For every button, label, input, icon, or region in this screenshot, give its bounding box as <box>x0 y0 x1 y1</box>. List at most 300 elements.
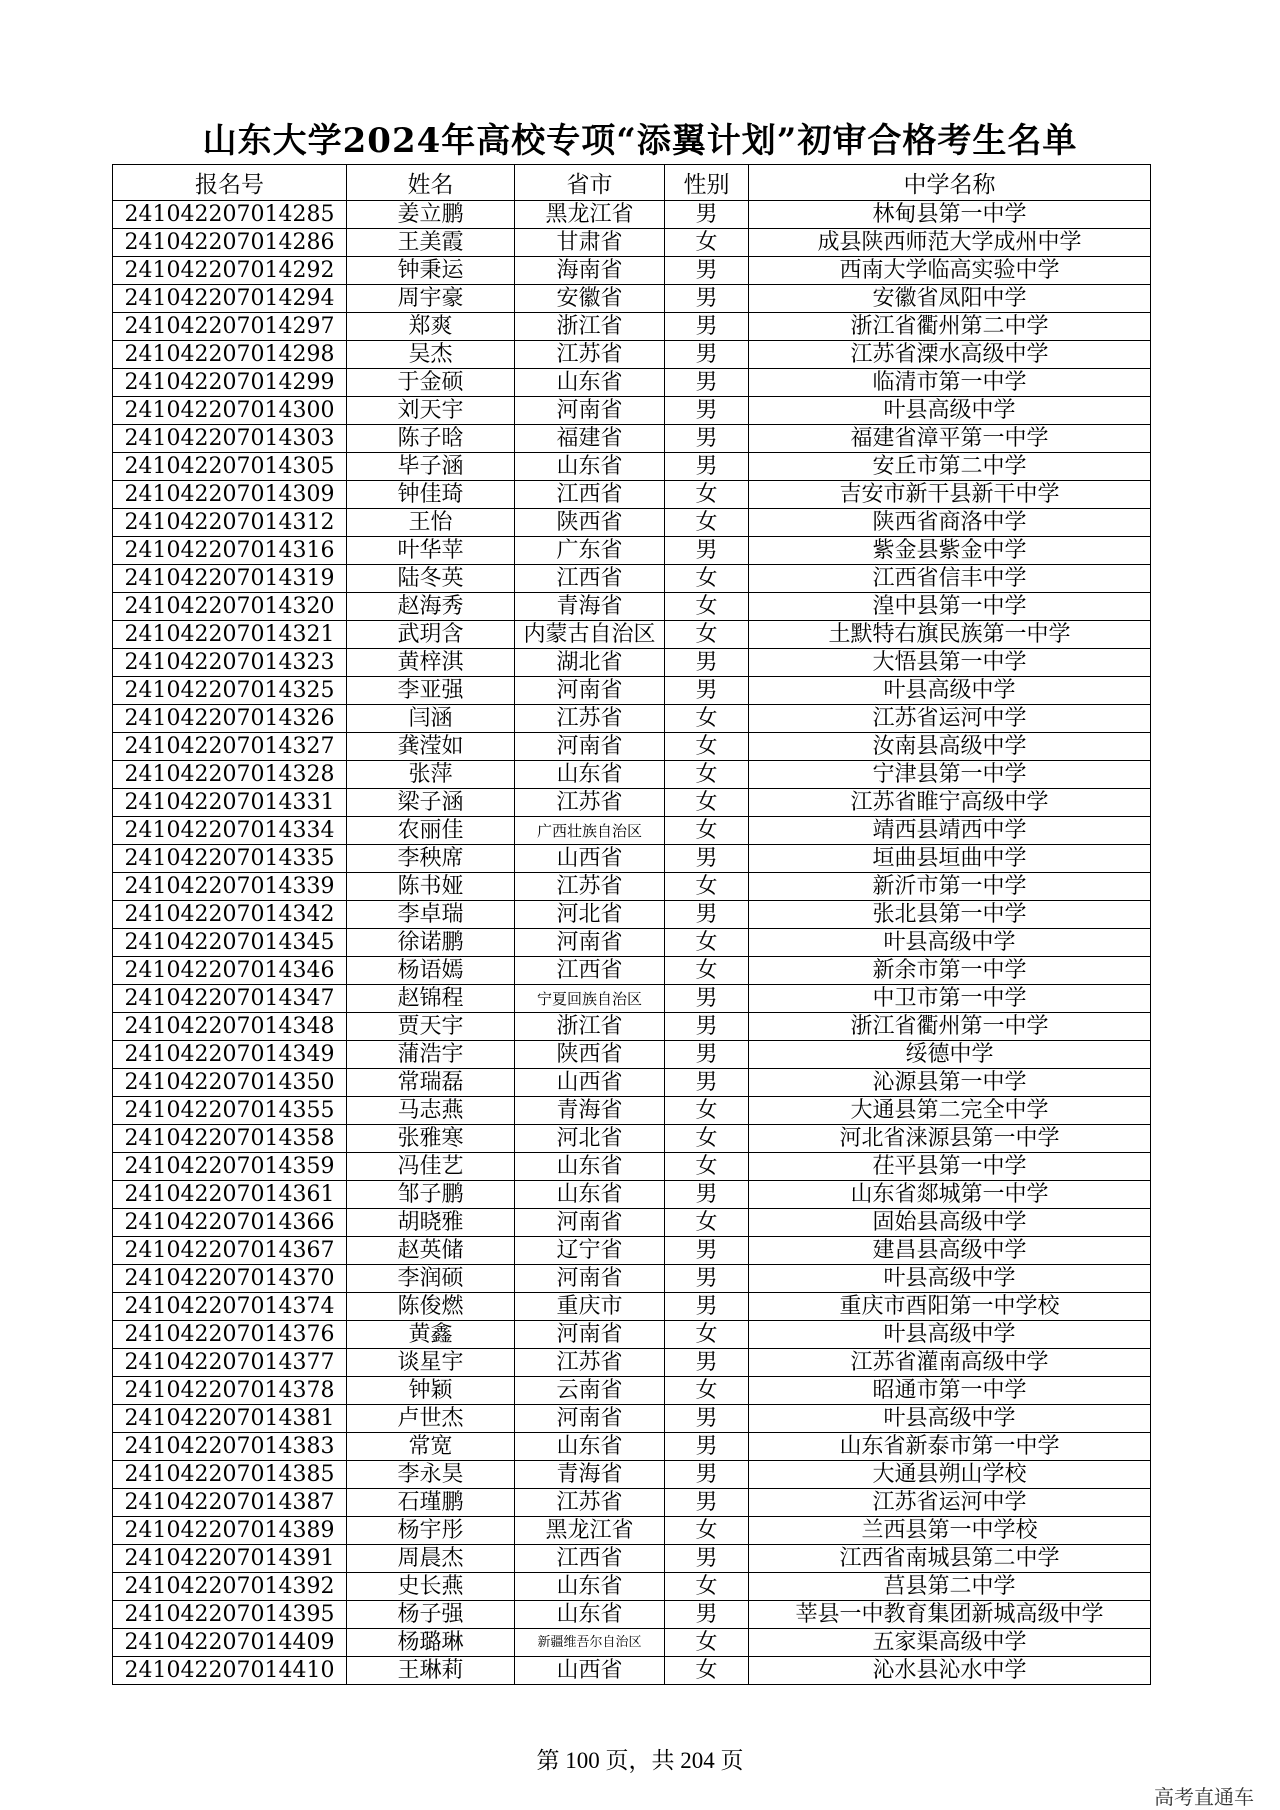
cell-registration-number: 241042207014376 <box>113 1321 347 1349</box>
cell-name: 李润硕 <box>347 1265 515 1293</box>
cell-province: 河南省 <box>515 1265 665 1293</box>
cell-name: 赵锦程 <box>347 985 515 1013</box>
table-row <box>113 313 1151 341</box>
cell-province: 江苏省 <box>515 1489 665 1517</box>
cell-province: 河北省 <box>515 901 665 929</box>
table-row <box>113 733 1151 761</box>
cell-registration-number: 241042207014305 <box>113 453 347 481</box>
cell-name: 杨子强 <box>347 1601 515 1629</box>
cell-school: 叶县高级中学 <box>749 1405 1151 1433</box>
cell-gender: 男 <box>665 313 749 341</box>
table-row <box>113 789 1151 817</box>
cell-registration-number: 241042207014389 <box>113 1517 347 1545</box>
cell-province: 江苏省 <box>515 341 665 369</box>
cell-gender: 女 <box>665 1097 749 1125</box>
cell-name: 黄鑫 <box>347 1321 515 1349</box>
table-row <box>113 1377 1151 1405</box>
table-row <box>113 1209 1151 1237</box>
cell-gender: 男 <box>665 1461 749 1489</box>
cell-gender: 男 <box>665 1489 749 1517</box>
cell-gender: 女 <box>665 705 749 733</box>
cell-name: 周宇豪 <box>347 285 515 313</box>
cell-school: 大通县朔山学校 <box>749 1461 1151 1489</box>
table-row <box>113 453 1151 481</box>
table-row <box>113 1349 1151 1377</box>
cell-registration-number: 241042207014286 <box>113 229 347 257</box>
cell-province: 河南省 <box>515 1405 665 1433</box>
cell-registration-number: 241042207014346 <box>113 957 347 985</box>
cell-province: 新疆维吾尔自治区 <box>515 1629 665 1657</box>
cell-school: 莘县一中教育集团新城高级中学 <box>749 1601 1151 1629</box>
cell-registration-number: 241042207014342 <box>113 901 347 929</box>
cell-gender: 男 <box>665 1237 749 1265</box>
cell-registration-number: 241042207014298 <box>113 341 347 369</box>
cell-gender: 女 <box>665 1517 749 1545</box>
cell-school: 安徽省凤阳中学 <box>749 285 1151 313</box>
cell-gender: 女 <box>665 1153 749 1181</box>
cell-name: 姜立鹏 <box>347 201 515 229</box>
table-row <box>113 705 1151 733</box>
cell-school: 西南大学临高实验中学 <box>749 257 1151 285</box>
cell-registration-number: 241042207014387 <box>113 1489 347 1517</box>
cell-province: 湖北省 <box>515 649 665 677</box>
cell-registration-number: 241042207014345 <box>113 929 347 957</box>
cell-name: 杨宇彤 <box>347 1517 515 1545</box>
cell-registration-number: 241042207014370 <box>113 1265 347 1293</box>
cell-gender: 男 <box>665 425 749 453</box>
table-row <box>113 565 1151 593</box>
table-row <box>113 369 1151 397</box>
cell-province: 浙江省 <box>515 1013 665 1041</box>
candidate-table <box>112 164 1151 1685</box>
cell-school: 叶县高级中学 <box>749 397 1151 425</box>
cell-registration-number: 241042207014377 <box>113 1349 347 1377</box>
cell-province: 广东省 <box>515 537 665 565</box>
table-row <box>113 761 1151 789</box>
cell-province: 山东省 <box>515 1181 665 1209</box>
cell-province: 河南省 <box>515 1321 665 1349</box>
cell-school: 昭通市第一中学 <box>749 1377 1151 1405</box>
cell-province: 黑龙江省 <box>515 1517 665 1545</box>
cell-gender: 男 <box>665 537 749 565</box>
cell-name: 石瑾鹏 <box>347 1489 515 1517</box>
cell-registration-number: 241042207014366 <box>113 1209 347 1237</box>
cell-name: 常宽 <box>347 1433 515 1461</box>
table-row <box>113 1321 1151 1349</box>
cell-province: 山东省 <box>515 761 665 789</box>
cell-registration-number: 241042207014383 <box>113 1433 347 1461</box>
cell-gender: 男 <box>665 201 749 229</box>
cell-gender: 男 <box>665 1293 749 1321</box>
cell-province: 山西省 <box>515 845 665 873</box>
header-province: 省市 <box>515 165 665 201</box>
cell-province: 江苏省 <box>515 1349 665 1377</box>
cell-registration-number: 241042207014409 <box>113 1629 347 1657</box>
cell-school: 五家渠高级中学 <box>749 1629 1151 1657</box>
table-row <box>113 677 1151 705</box>
cell-province: 福建省 <box>515 425 665 453</box>
cell-gender: 女 <box>665 1657 749 1685</box>
cell-name: 郑爽 <box>347 313 515 341</box>
cell-name: 龚滢如 <box>347 733 515 761</box>
cell-school: 江苏省运河中学 <box>749 1489 1151 1517</box>
table-row <box>113 481 1151 509</box>
document-title: 山东大学2024年高校专项“添翼计划”初审合格考生名单 <box>202 121 1078 161</box>
cell-gender: 男 <box>665 845 749 873</box>
cell-province: 江西省 <box>515 957 665 985</box>
cell-school: 宁津县第一中学 <box>749 761 1151 789</box>
table-row <box>113 1097 1151 1125</box>
table-header-row <box>113 165 1151 201</box>
table-row <box>113 1237 1151 1265</box>
cell-school: 临清市第一中学 <box>749 369 1151 397</box>
cell-gender: 女 <box>665 1321 749 1349</box>
cell-school: 成县陕西师范大学成州中学 <box>749 229 1151 257</box>
cell-province: 山西省 <box>515 1069 665 1097</box>
cell-province: 江苏省 <box>515 873 665 901</box>
cell-province: 宁夏回族自治区 <box>515 985 665 1013</box>
cell-gender: 女 <box>665 1573 749 1601</box>
page-indicator: 第 100 页，共 204 页 <box>536 1748 744 1773</box>
cell-name: 卢世杰 <box>347 1405 515 1433</box>
cell-school: 新余市第一中学 <box>749 957 1151 985</box>
table-row <box>113 1125 1151 1153</box>
table-row <box>113 425 1151 453</box>
cell-school: 江苏省运河中学 <box>749 705 1151 733</box>
table-row <box>113 1405 1151 1433</box>
table-row <box>113 1629 1151 1657</box>
cell-name: 贾天宇 <box>347 1013 515 1041</box>
cell-school: 浙江省衢州第二中学 <box>749 313 1151 341</box>
cell-registration-number: 241042207014320 <box>113 593 347 621</box>
cell-school: 林甸县第一中学 <box>749 201 1151 229</box>
cell-name: 谈星宇 <box>347 1349 515 1377</box>
cell-gender: 女 <box>665 621 749 649</box>
cell-province: 青海省 <box>515 1097 665 1125</box>
cell-province: 江苏省 <box>515 705 665 733</box>
cell-gender: 女 <box>665 789 749 817</box>
table-body <box>113 201 1151 1685</box>
cell-registration-number: 241042207014299 <box>113 369 347 397</box>
table-row <box>113 1601 1151 1629</box>
cell-province: 山东省 <box>515 1153 665 1181</box>
cell-school: 吉安市新干县新干中学 <box>749 481 1151 509</box>
cell-gender: 男 <box>665 1433 749 1461</box>
cell-school: 大通县第二完全中学 <box>749 1097 1151 1125</box>
cell-gender: 男 <box>665 341 749 369</box>
cell-registration-number: 241042207014292 <box>113 257 347 285</box>
cell-name: 胡晓雅 <box>347 1209 515 1237</box>
cell-gender: 女 <box>665 481 749 509</box>
cell-registration-number: 241042207014331 <box>113 789 347 817</box>
cell-school: 兰西县第一中学校 <box>749 1517 1151 1545</box>
cell-registration-number: 241042207014326 <box>113 705 347 733</box>
table-row <box>113 901 1151 929</box>
cell-province: 重庆市 <box>515 1293 665 1321</box>
cell-registration-number: 241042207014334 <box>113 817 347 845</box>
cell-registration-number: 241042207014316 <box>113 537 347 565</box>
table-row <box>113 1517 1151 1545</box>
cell-province: 江西省 <box>515 565 665 593</box>
cell-school: 茌平县第一中学 <box>749 1153 1151 1181</box>
cell-gender: 男 <box>665 677 749 705</box>
header-school: 中学名称 <box>749 165 1151 201</box>
cell-province: 河南省 <box>515 677 665 705</box>
cell-province: 安徽省 <box>515 285 665 313</box>
cell-school: 叶县高级中学 <box>749 929 1151 957</box>
table-row <box>113 1433 1151 1461</box>
cell-school: 福建省漳平第一中学 <box>749 425 1151 453</box>
cell-school: 靖西县靖西中学 <box>749 817 1151 845</box>
cell-gender: 男 <box>665 397 749 425</box>
cell-registration-number: 241042207014348 <box>113 1013 347 1041</box>
cell-gender: 女 <box>665 1377 749 1405</box>
cell-school: 新沂市第一中学 <box>749 873 1151 901</box>
cell-name: 徐诺鹏 <box>347 929 515 957</box>
cell-gender: 男 <box>665 1405 749 1433</box>
cell-registration-number: 241042207014392 <box>113 1573 347 1601</box>
cell-province: 浙江省 <box>515 313 665 341</box>
table-row <box>113 817 1151 845</box>
cell-registration-number: 241042207014319 <box>113 565 347 593</box>
cell-gender: 男 <box>665 1041 749 1069</box>
table-row <box>113 229 1151 257</box>
cell-registration-number: 241042207014323 <box>113 649 347 677</box>
cell-school: 垣曲县垣曲中学 <box>749 845 1151 873</box>
cell-province: 山东省 <box>515 369 665 397</box>
table-row <box>113 873 1151 901</box>
table-row <box>113 1657 1151 1685</box>
cell-school: 建昌县高级中学 <box>749 1237 1151 1265</box>
cell-school: 沁水县沁水中学 <box>749 1657 1151 1685</box>
cell-gender: 女 <box>665 565 749 593</box>
cell-name: 杨语嫣 <box>347 957 515 985</box>
cell-school: 叶县高级中学 <box>749 1321 1151 1349</box>
cell-gender: 男 <box>665 1349 749 1377</box>
cell-gender: 女 <box>665 509 749 537</box>
cell-registration-number: 241042207014285 <box>113 201 347 229</box>
cell-registration-number: 241042207014347 <box>113 985 347 1013</box>
cell-registration-number: 241042207014359 <box>113 1153 347 1181</box>
cell-province: 河南省 <box>515 929 665 957</box>
cell-registration-number: 241042207014378 <box>113 1377 347 1405</box>
watermark: 高考直通车 <box>1154 1785 1254 1809</box>
cell-name: 李卓瑞 <box>347 901 515 929</box>
cell-school: 江西省信丰中学 <box>749 565 1151 593</box>
cell-gender: 男 <box>665 1013 749 1041</box>
cell-school: 山东省郯城第一中学 <box>749 1181 1151 1209</box>
table-row <box>113 1013 1151 1041</box>
cell-province: 黑龙江省 <box>515 201 665 229</box>
cell-gender: 女 <box>665 229 749 257</box>
cell-gender: 女 <box>665 1209 749 1237</box>
table-row <box>113 1545 1151 1573</box>
cell-school: 山东省新泰市第一中学 <box>749 1433 1151 1461</box>
cell-gender: 男 <box>665 1265 749 1293</box>
cell-school: 湟中县第一中学 <box>749 593 1151 621</box>
cell-registration-number: 241042207014312 <box>113 509 347 537</box>
cell-province: 山东省 <box>515 1573 665 1601</box>
cell-name: 武玥含 <box>347 621 515 649</box>
cell-registration-number: 241042207014327 <box>113 733 347 761</box>
cell-gender: 女 <box>665 1629 749 1657</box>
cell-name: 陈子晗 <box>347 425 515 453</box>
cell-registration-number: 241042207014355 <box>113 1097 347 1125</box>
cell-name: 赵英储 <box>347 1237 515 1265</box>
cell-school: 陕西省商洛中学 <box>749 509 1151 537</box>
cell-province: 甘肃省 <box>515 229 665 257</box>
cell-gender: 男 <box>665 1181 749 1209</box>
cell-gender: 男 <box>665 1545 749 1573</box>
cell-school: 绥德中学 <box>749 1041 1151 1069</box>
cell-gender: 女 <box>665 957 749 985</box>
cell-name: 李秧席 <box>347 845 515 873</box>
cell-gender: 男 <box>665 1069 749 1097</box>
table-row <box>113 1153 1151 1181</box>
cell-gender: 女 <box>665 593 749 621</box>
table-row <box>113 1573 1151 1601</box>
cell-province: 河南省 <box>515 397 665 425</box>
cell-province: 河南省 <box>515 1209 665 1237</box>
cell-gender: 男 <box>665 369 749 397</box>
table-row <box>113 537 1151 565</box>
cell-province: 山东省 <box>515 1433 665 1461</box>
table-row <box>113 1041 1151 1069</box>
header-gender: 性别 <box>665 165 749 201</box>
table-row <box>113 285 1151 313</box>
cell-province: 陕西省 <box>515 509 665 537</box>
cell-province: 山东省 <box>515 453 665 481</box>
cell-gender: 男 <box>665 901 749 929</box>
cell-province: 山西省 <box>515 1657 665 1685</box>
cell-province: 江苏省 <box>515 789 665 817</box>
cell-name: 张雅寒 <box>347 1125 515 1153</box>
cell-name: 陈俊燃 <box>347 1293 515 1321</box>
cell-name: 史长燕 <box>347 1573 515 1601</box>
cell-school: 大悟县第一中学 <box>749 649 1151 677</box>
cell-province: 江西省 <box>515 481 665 509</box>
cell-registration-number: 241042207014300 <box>113 397 347 425</box>
cell-registration-number: 241042207014361 <box>113 1181 347 1209</box>
cell-gender: 女 <box>665 929 749 957</box>
table-row <box>113 929 1151 957</box>
cell-name: 马志燕 <box>347 1097 515 1125</box>
cell-registration-number: 241042207014303 <box>113 425 347 453</box>
cell-gender: 女 <box>665 733 749 761</box>
cell-registration-number: 241042207014391 <box>113 1545 347 1573</box>
cell-province: 海南省 <box>515 257 665 285</box>
cell-school: 江苏省睢宁高级中学 <box>749 789 1151 817</box>
table-row <box>113 397 1151 425</box>
table-row <box>113 1461 1151 1489</box>
cell-name: 杨璐琳 <box>347 1629 515 1657</box>
table-row <box>113 1181 1151 1209</box>
cell-province: 陕西省 <box>515 1041 665 1069</box>
cell-registration-number: 241042207014358 <box>113 1125 347 1153</box>
cell-registration-number: 241042207014309 <box>113 481 347 509</box>
cell-name: 叶华苹 <box>347 537 515 565</box>
cell-gender: 男 <box>665 649 749 677</box>
table-row <box>113 985 1151 1013</box>
cell-name: 赵海秀 <box>347 593 515 621</box>
cell-registration-number: 241042207014335 <box>113 845 347 873</box>
cell-name: 钟秉运 <box>347 257 515 285</box>
cell-name: 王怡 <box>347 509 515 537</box>
cell-school: 安丘市第二中学 <box>749 453 1151 481</box>
table-row <box>113 1265 1151 1293</box>
cell-gender: 男 <box>665 985 749 1013</box>
cell-province: 辽宁省 <box>515 1237 665 1265</box>
cell-name: 农丽佳 <box>347 817 515 845</box>
cell-registration-number: 241042207014374 <box>113 1293 347 1321</box>
header-registration-number: 报名号 <box>113 165 347 201</box>
cell-gender: 男 <box>665 285 749 313</box>
cell-gender: 男 <box>665 1601 749 1629</box>
table-row <box>113 509 1151 537</box>
header-name: 姓名 <box>347 165 515 201</box>
cell-gender: 男 <box>665 453 749 481</box>
cell-school: 张北县第一中学 <box>749 901 1151 929</box>
table-row <box>113 957 1151 985</box>
cell-name: 陈书娅 <box>347 873 515 901</box>
cell-name: 王琳莉 <box>347 1657 515 1685</box>
cell-registration-number: 241042207014349 <box>113 1041 347 1069</box>
cell-school: 江苏省溧水高级中学 <box>749 341 1151 369</box>
cell-registration-number: 241042207014294 <box>113 285 347 313</box>
cell-school: 江苏省灌南高级中学 <box>749 1349 1151 1377</box>
cell-school: 河北省涞源县第一中学 <box>749 1125 1151 1153</box>
cell-province: 云南省 <box>515 1377 665 1405</box>
cell-name: 李永昊 <box>347 1461 515 1489</box>
cell-school: 紫金县紫金中学 <box>749 537 1151 565</box>
cell-registration-number: 241042207014395 <box>113 1601 347 1629</box>
cell-name: 陆冬英 <box>347 565 515 593</box>
cell-province: 内蒙古自治区 <box>515 621 665 649</box>
cell-name: 冯佳艺 <box>347 1153 515 1181</box>
cell-school: 莒县第二中学 <box>749 1573 1151 1601</box>
cell-gender: 女 <box>665 817 749 845</box>
cell-gender: 女 <box>665 873 749 901</box>
cell-name: 毕子涵 <box>347 453 515 481</box>
cell-province: 青海省 <box>515 593 665 621</box>
table-row <box>113 201 1151 229</box>
table-row <box>113 621 1151 649</box>
cell-name: 刘天宇 <box>347 397 515 425</box>
cell-province: 河南省 <box>515 733 665 761</box>
cell-name: 钟颖 <box>347 1377 515 1405</box>
cell-school: 沁源县第一中学 <box>749 1069 1151 1097</box>
cell-name: 邹子鹏 <box>347 1181 515 1209</box>
cell-school: 浙江省衢州第一中学 <box>749 1013 1151 1041</box>
cell-school: 汝南县高级中学 <box>749 733 1151 761</box>
table-row <box>113 1489 1151 1517</box>
cell-province: 山东省 <box>515 1601 665 1629</box>
cell-registration-number: 241042207014321 <box>113 621 347 649</box>
cell-school: 重庆市酉阳第一中学校 <box>749 1293 1151 1321</box>
cell-name: 王美霞 <box>347 229 515 257</box>
cell-name: 闫涵 <box>347 705 515 733</box>
cell-school: 土默特右旗民族第一中学 <box>749 621 1151 649</box>
cell-province: 江西省 <box>515 1545 665 1573</box>
cell-province: 广西壮族自治区 <box>515 817 665 845</box>
cell-name: 钟佳琦 <box>347 481 515 509</box>
cell-registration-number: 241042207014339 <box>113 873 347 901</box>
table-row <box>113 1069 1151 1097</box>
cell-registration-number: 241042207014385 <box>113 1461 347 1489</box>
cell-name: 吴杰 <box>347 341 515 369</box>
cell-registration-number: 241042207014325 <box>113 677 347 705</box>
cell-school: 叶县高级中学 <box>749 1265 1151 1293</box>
